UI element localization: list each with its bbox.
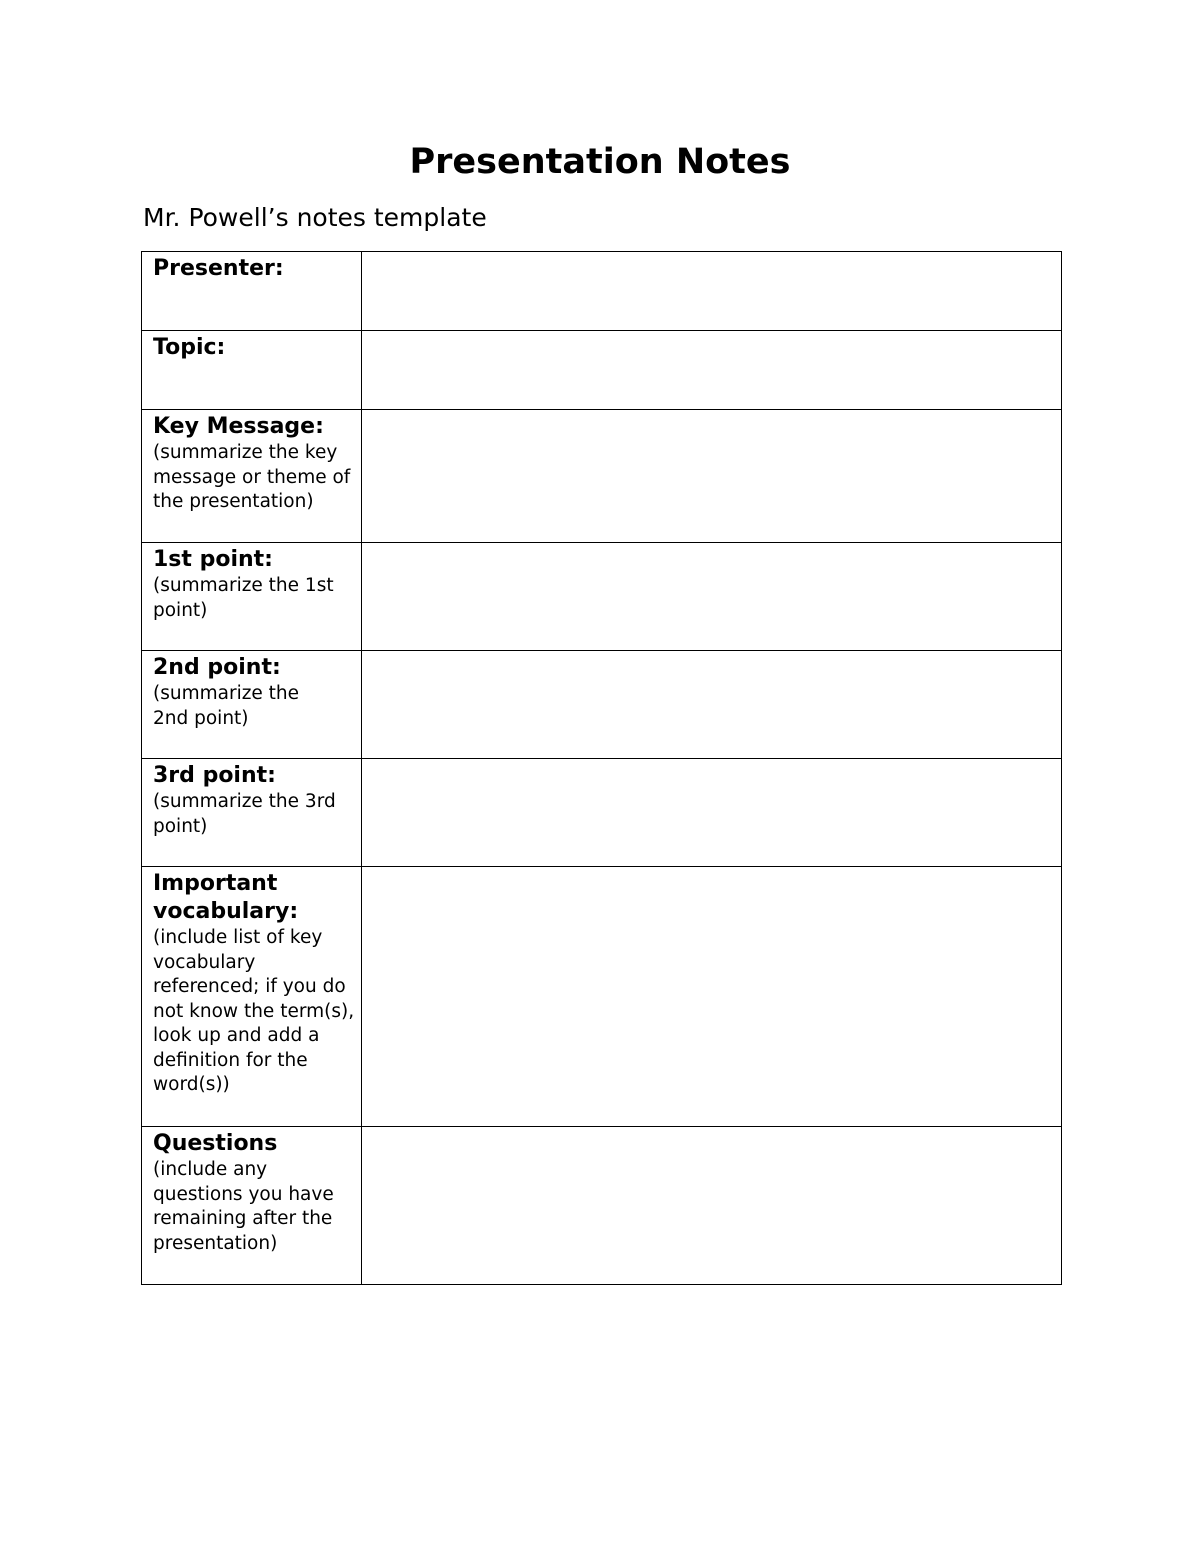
table-row-1st-point [142,543,1062,651]
topic-field[interactable] [362,331,1062,410]
label-cell [142,867,362,1127]
label-cell [142,331,362,410]
row-label: 2nd point: [153,655,281,680]
table-row-presenter [142,252,1062,331]
row-label: Topic: [153,335,226,360]
label-cell [142,543,362,651]
table-row-key-message [142,410,1062,543]
row-label: Presenter: [153,256,284,281]
1st-point-field[interactable] [362,543,1062,651]
label-cell [142,651,362,759]
label-cell [142,1127,362,1285]
3rd-point-field[interactable] [362,759,1062,867]
label-cell [142,252,362,331]
label-cell [142,410,362,543]
row-label: Questions [153,1131,278,1156]
notes-table [141,251,1062,1285]
row-label: 3rd point: [153,763,276,788]
row-label: Important vocabulary: [153,871,299,924]
row-hint: (summarize the 2nd point) [153,683,300,729]
row-hint: (summarize the 3rd point) [153,791,336,837]
key-message-field[interactable] [362,410,1062,543]
table-row-questions [142,1127,1062,1285]
row-hint: (summarize the key message or theme of the presentation) [153,442,351,512]
2nd-point-field[interactable] [362,651,1062,759]
table-row-3rd-point [142,759,1062,867]
row-label: 1st point: [153,547,273,572]
table-row-topic [142,331,1062,410]
questions-field[interactable] [362,1127,1062,1285]
page-title: Presentation Notes [409,142,791,182]
presenter-field[interactable] [362,252,1062,331]
row-hint: (summarize the 1st point) [153,575,334,621]
label-cell [142,759,362,867]
row-hint: (include any questions you have remaining after the presentation) [153,1159,334,1254]
row-label: Key Message: [153,414,324,439]
table-row-2nd-point [142,651,1062,759]
subtitle: Mr. Powell’s notes template [143,203,487,232]
row-hint: (include list of key vocabulary referenced; if you do not know the term(s), look up and add a definition for the word(s)) [153,927,355,1095]
important-vocabulary-field[interactable] [362,867,1062,1127]
table-row-important-vocabulary [142,867,1062,1127]
